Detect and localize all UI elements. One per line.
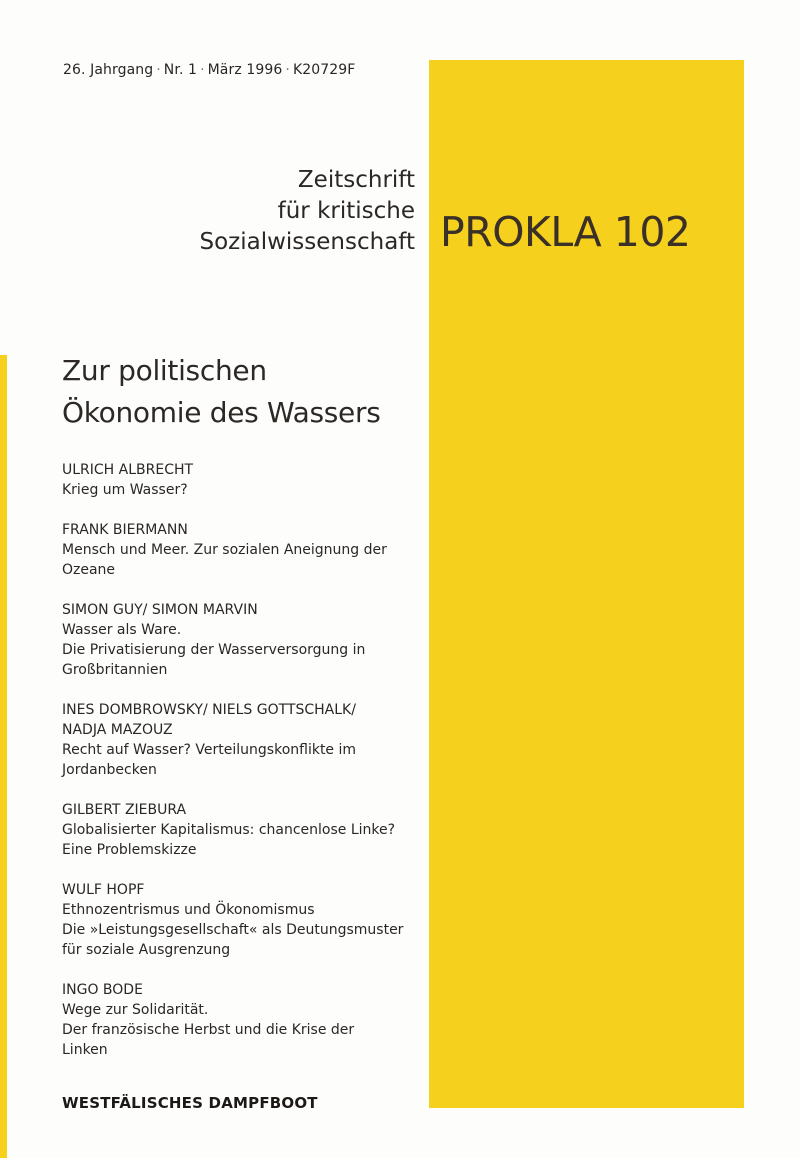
article-author: WULF HOPF: [62, 882, 145, 898]
article-item: [62, 460, 422, 500]
publisher-name: WESTFÄLISCHES DAMPFBOOT: [62, 1094, 318, 1112]
issue-topic: [62, 350, 381, 434]
topic-line: Zur politischen: [62, 354, 267, 387]
article-item: [62, 700, 422, 780]
article-item: [62, 880, 422, 960]
subtitle-line: für kritische: [277, 198, 415, 224]
topic-line: Ökonomie des Wassers: [62, 396, 381, 429]
issue-code: K20729F: [292, 62, 356, 78]
article-title: Der französische Herbst und die Krise der: [62, 1022, 355, 1038]
issue-date: März 1996: [207, 62, 283, 78]
article-title: Linken: [62, 1042, 108, 1058]
issue-number: Nr. 1: [163, 62, 198, 78]
article-title: Großbritannien: [62, 662, 168, 678]
article-title: Recht auf Wasser? Verteilungskonflikte im: [62, 742, 357, 758]
article-item: [62, 800, 422, 860]
article-item: [62, 980, 422, 1060]
article-author: SIMON GUY/ SIMON MARVIN: [62, 602, 258, 618]
article-title: Globalisierter Kapitalismus: chancenlose Linke?: [62, 822, 396, 838]
journal-title: PROKLA 102: [440, 208, 691, 256]
article-author: NADJA MAZOUZ: [62, 722, 173, 738]
article-title: Wege zur Solidarität.: [62, 1002, 209, 1018]
article-title: Mensch und Meer. Zur sozialen Aneignung der: [62, 542, 387, 558]
article-title: Ozeane: [62, 562, 116, 578]
article-author: GILBERT ZIEBURA: [62, 802, 187, 818]
article-title: Wasser als Ware.: [62, 622, 182, 638]
article-author: INES DOMBROWSKY/ NIELS GOTTSCHALK/: [62, 702, 356, 718]
article-title: Eine Problemskizze: [62, 842, 197, 858]
article-title: Die Privatisierung der Wasserversorgung in: [62, 642, 366, 658]
article-list: [62, 460, 422, 1080]
issue-volume: 26. Jahrgang: [63, 62, 154, 78]
subtitle-line: Sozialwissenschaft: [199, 229, 415, 255]
article-title: Krieg um Wasser?: [62, 482, 188, 498]
issue-info: 26. Jahrgang · Nr. 1 · März 1996 · K20729F: [63, 62, 356, 78]
article-item: [62, 520, 422, 580]
yellow-edge-strip: [0, 355, 7, 1158]
article-title: für soziale Ausgrenzung: [62, 942, 231, 958]
journal-subtitle: [199, 165, 415, 258]
article-author: ULRICH ALBRECHT: [62, 462, 194, 478]
article-author: FRANK BIERMANN: [62, 522, 188, 538]
article-author: INGO BODE: [62, 982, 143, 998]
article-title: Ethnozentrismus und Ökonomismus: [62, 902, 315, 918]
article-title: Die »Leistungsgesellschaft« als Deutungsmuster: [62, 922, 404, 938]
article-item: [62, 600, 422, 680]
subtitle-line: Zeitschrift: [297, 167, 415, 193]
article-title: Jordanbecken: [62, 762, 157, 778]
